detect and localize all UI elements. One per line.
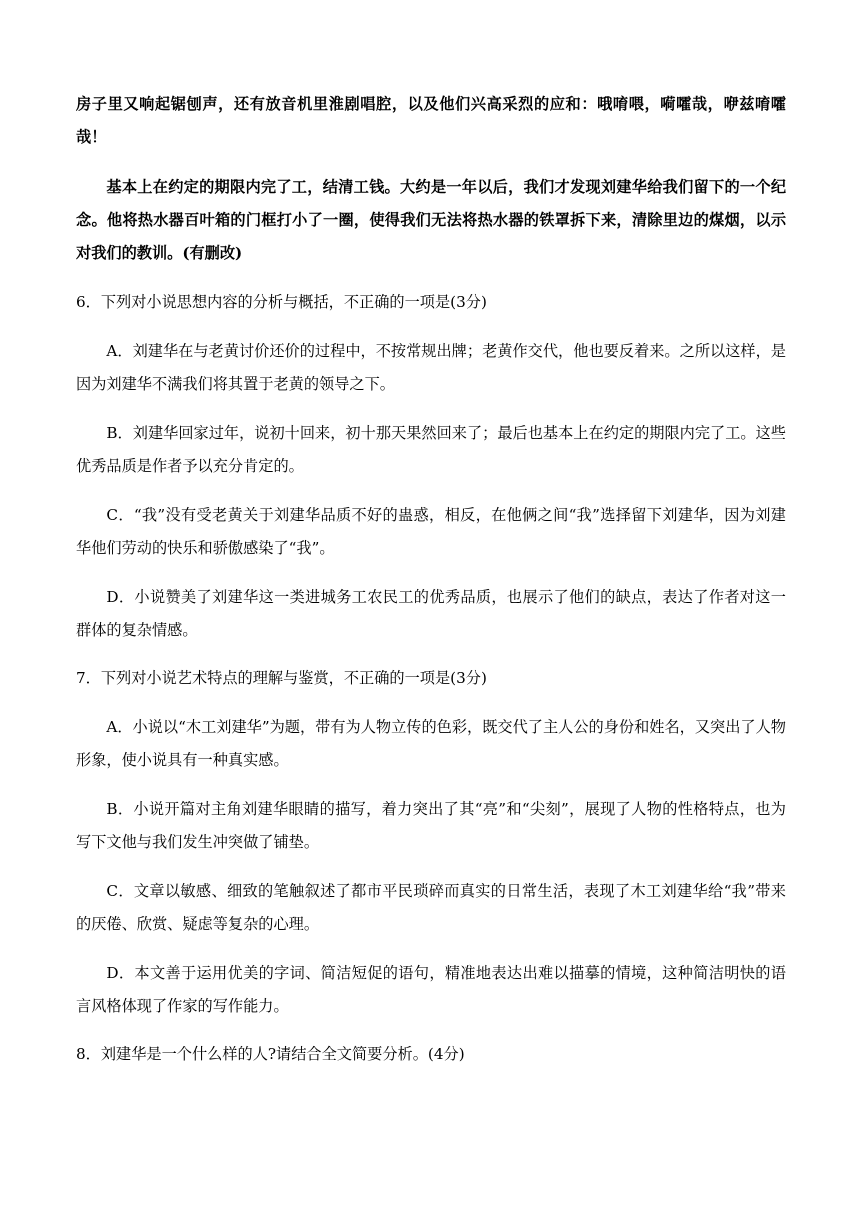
question-6-option-d: D．小说赞美了刘建华这一类进城务工农民工的优秀品质，也展示了他们的缺点，表达了作者对这一群体的复杂情感。 — [76, 588, 786, 639]
question-6-stem: 6．下列对小说思想内容的分析与概括，不正确的一项是(3分) — [76, 293, 487, 311]
story-paragraph-1: 房子里又响起锯刨声，还有放音机里淮剧唱腔，以及他们兴高采烈的应和：哦唷喂，嗬嚯哉，咿兹唷嚯哉！ — [76, 95, 786, 146]
question-8-stem: 8．刘建华是一个什么样的人?请结合全文简要分析。(4分) — [76, 1045, 465, 1063]
question-7-option-c: C．文章以敏感、细致的笔触叙述了都市平民琐碎而真实的日常生活，表现了木工刘建华给“我”带来的厌倦、欣赏、疑虑等复杂的心理。 — [76, 882, 786, 933]
story-paragraph-2: 基本上在约定的期限内完了工，结清工钱。大约是一年以后，我们才发现刘建华给我们留下的一个纪念。他将热水器百叶箱的门框打小了一圈，使得我们无法将热水器的铁罩拆下来，清除里边的煤烟，以示对我们的教训。(有删改) — [76, 178, 786, 262]
question-7-option-b: B．小说开篇对主角刘建华眼睛的描写，着力突出了其“亮”和“尖刻”，展现了人物的性格特点，也为写下文他与我们发生冲突做了铺垫。 — [76, 800, 786, 851]
question-6-option-c: C．“我”没有受老黄关于刘建华品质不好的蛊惑，相反，在他俩之间“我”选择留下刘建华，因为刘建华他们劳动的快乐和骄傲感染了“我”。 — [76, 506, 786, 557]
question-7-option-a: A．小说以“木工刘建华”为题，带有为人物立传的色彩，既交代了主人公的身份和姓名，又突出了人物形象，使小说具有一种真实感。 — [76, 718, 786, 769]
question-7-stem: 7．下列对小说艺术特点的理解与鉴赏，不正确的一项是(3分) — [76, 669, 487, 687]
question-6-option-a: A．刘建华在与老黄讨价还价的过程中，不按常规出牌；老黄作交代，他也要反着来。之所以这样，是因为刘建华不满我们将其置于老黄的领导之下。 — [76, 342, 786, 393]
question-7-option-d: D．本文善于运用优美的字词、简洁短促的语句，精准地表达出难以描摹的情境，这种简洁明快的语言风格体现了作家的写作能力。 — [76, 964, 786, 1015]
question-6-option-b: B．刘建华回家过年，说初十回来，初十那天果然回来了；最后也基本上在约定的期限内完了工。这些优秀品质是作者予以充分肯定的。 — [76, 424, 786, 475]
